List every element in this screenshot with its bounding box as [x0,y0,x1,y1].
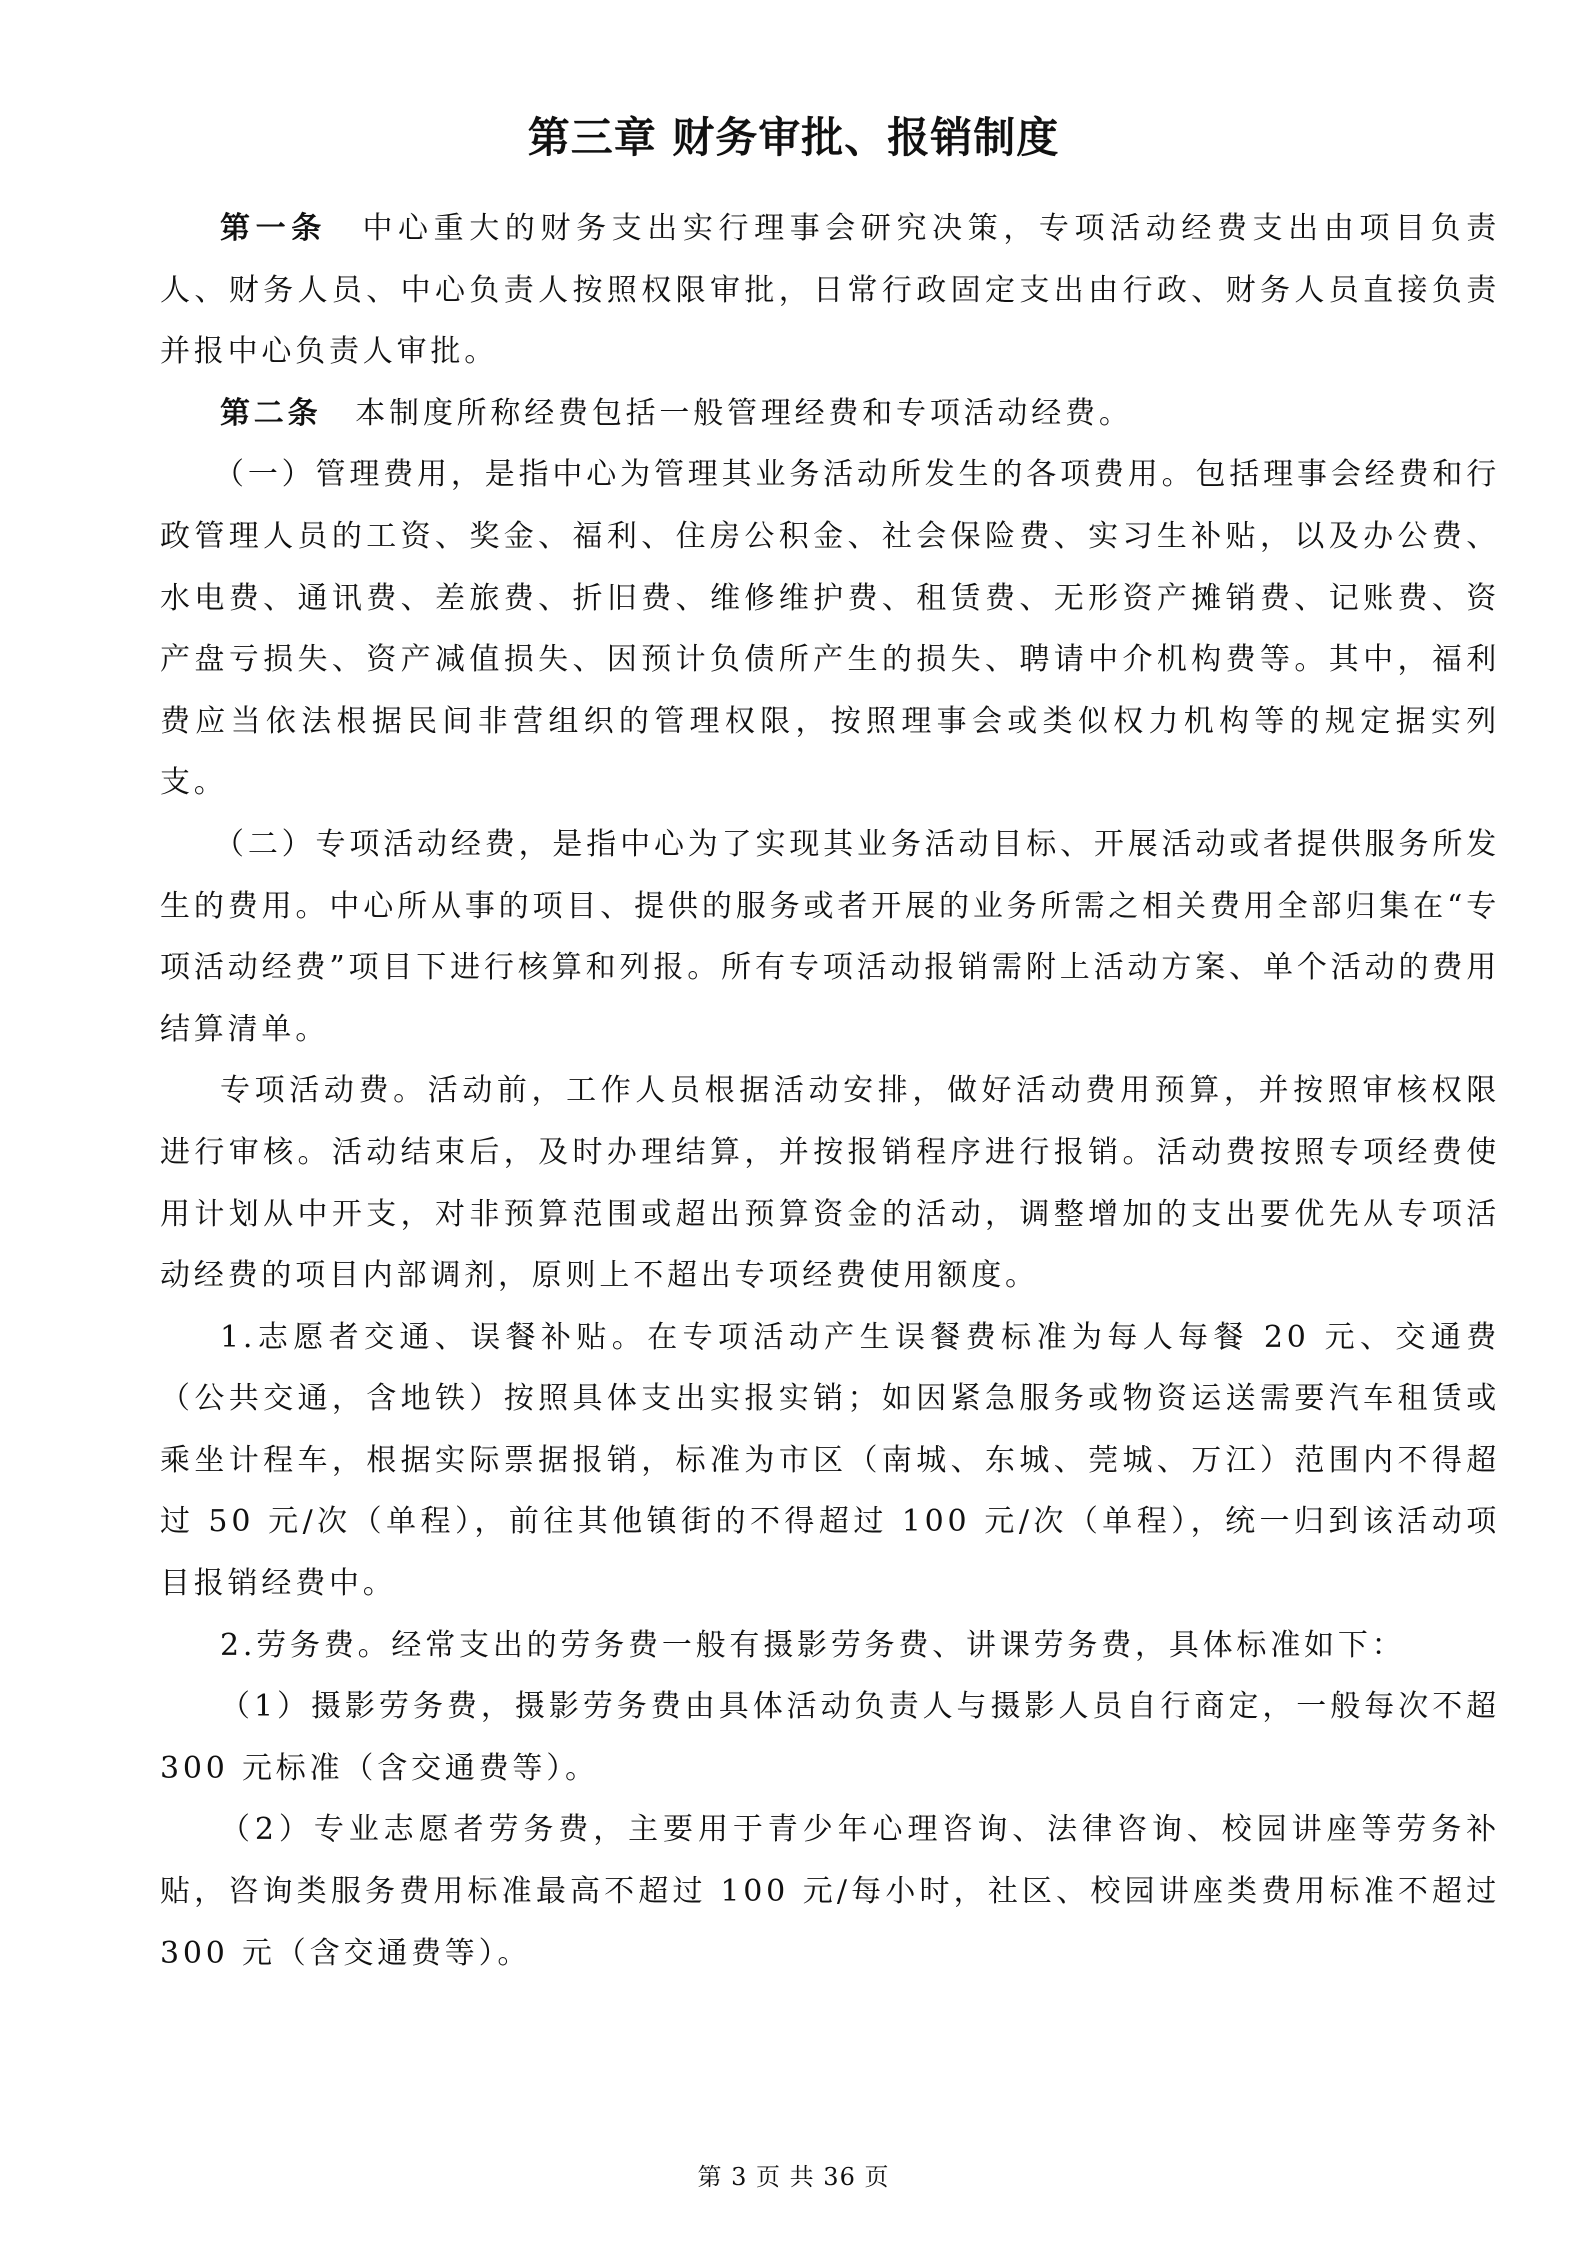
page-number-footer: 第 3 页 共 36 页 [697,2163,890,2191]
paragraph-volunteer-subsidy: 1.志愿者交通、误餐补贴。在专项活动产生误餐费标准为每人每餐 20 元、交通费（公共交通，含地铁）按照具体支出实报实销；如因紧急服务或物资运送需要汽车租赁或乘坐计程车，根据实际票据报销，标准为市区（南城、东城、莞城、万江）范围内不得超过 50 元/次（单程），前往其他镇街的不得超过 100 元/次（单程），统一归到该活动项目报销经费中。 [160,1319,1500,1602]
paragraph-article-1 [160,198,1500,383]
paragraph-text: 本制度所称经费包括一般管理经费和专项活动经费。 [355,395,1133,431]
paragraph-activity-expenses: 专项活动费。活动前，工作人员根据活动安排，做好活动费用预算，并按照审核权限进行审核。活动结束后，及时办理结算，并按报销程序进行报销。活动费按照专项经费使用计划从中开支，对非预算范围或超出预算资金的活动，调整增加的支出要优先从专项活动经费的项目内部调剂，原则上不超出专项经费使用额度。 [160,1073,1500,1294]
article-label: 第一条 [220,211,327,246]
paragraph-management-fees: （一）管理费用，是指中心为管理其业务活动所发生的各项费用。包括理事会经费和行政管理人员的工资、奖金、福利、住房公积金、社会保险费、实习生补贴，以及办公费、水电费、通讯费、差旅费、折旧费、维修维护费、租赁费、无形资产摊销费、记账费、资产盘亏损失、资产减值损失、因预计负债所产生的损失、聘请中介机构费等。其中，福利费应当依法根据民间非营组织的管理权限，按照理事会或类似权力机构等的规定据实列支。 [160,457,1500,801]
chapter-title: 第三章 财务审批、报销制度 [527,113,1060,162]
paragraph-photography-fee: （1）摄影劳务费，摄影劳务费由具体活动负责人与摄影人员自行商定，一般每次不超 300 元标准（含交通费等）。 [160,1689,1500,1786]
paragraph-labor-fees: 2.劳务费。经常支出的劳务费一般有摄影劳务费、讲课劳务费，具体标准如下： [220,1627,1406,1663]
document-body [160,198,1500,1984]
paragraph-professional-volunteer-fee: （2）专业志愿者劳务费，主要用于青少年心理咨询、法律咨询、校园讲座等劳务补贴，咨询类服务费用标准最高不超过 100 元/每小时，社区、校园讲座类费用标准不超过 300 元（含交通费等）。 [160,1812,1500,1971]
paragraph-special-activity-fees: （二）专项活动经费，是指中心为了实现其业务活动目标、开展活动或者提供服务所发生的费用。中心所从事的项目、提供的服务或者开展的业务所需之相关费用全部归集在“专项活动经费”项目下进行核算和列报。所有专项活动报销需附上活动方案、单个活动的费用结算清单。 [160,826,1500,1047]
article-label: 第二条 [220,395,322,431]
paragraph-article-2 [160,383,1500,445]
paragraph-text: 中心重大的财务支出实行理事会研究决策，专项活动经费支出由项目负责人、财务人员、中心负责人按照权限审批，日常行政固定支出由行政、财务人员直接负责并报中心负责人审批。 [160,211,1500,370]
